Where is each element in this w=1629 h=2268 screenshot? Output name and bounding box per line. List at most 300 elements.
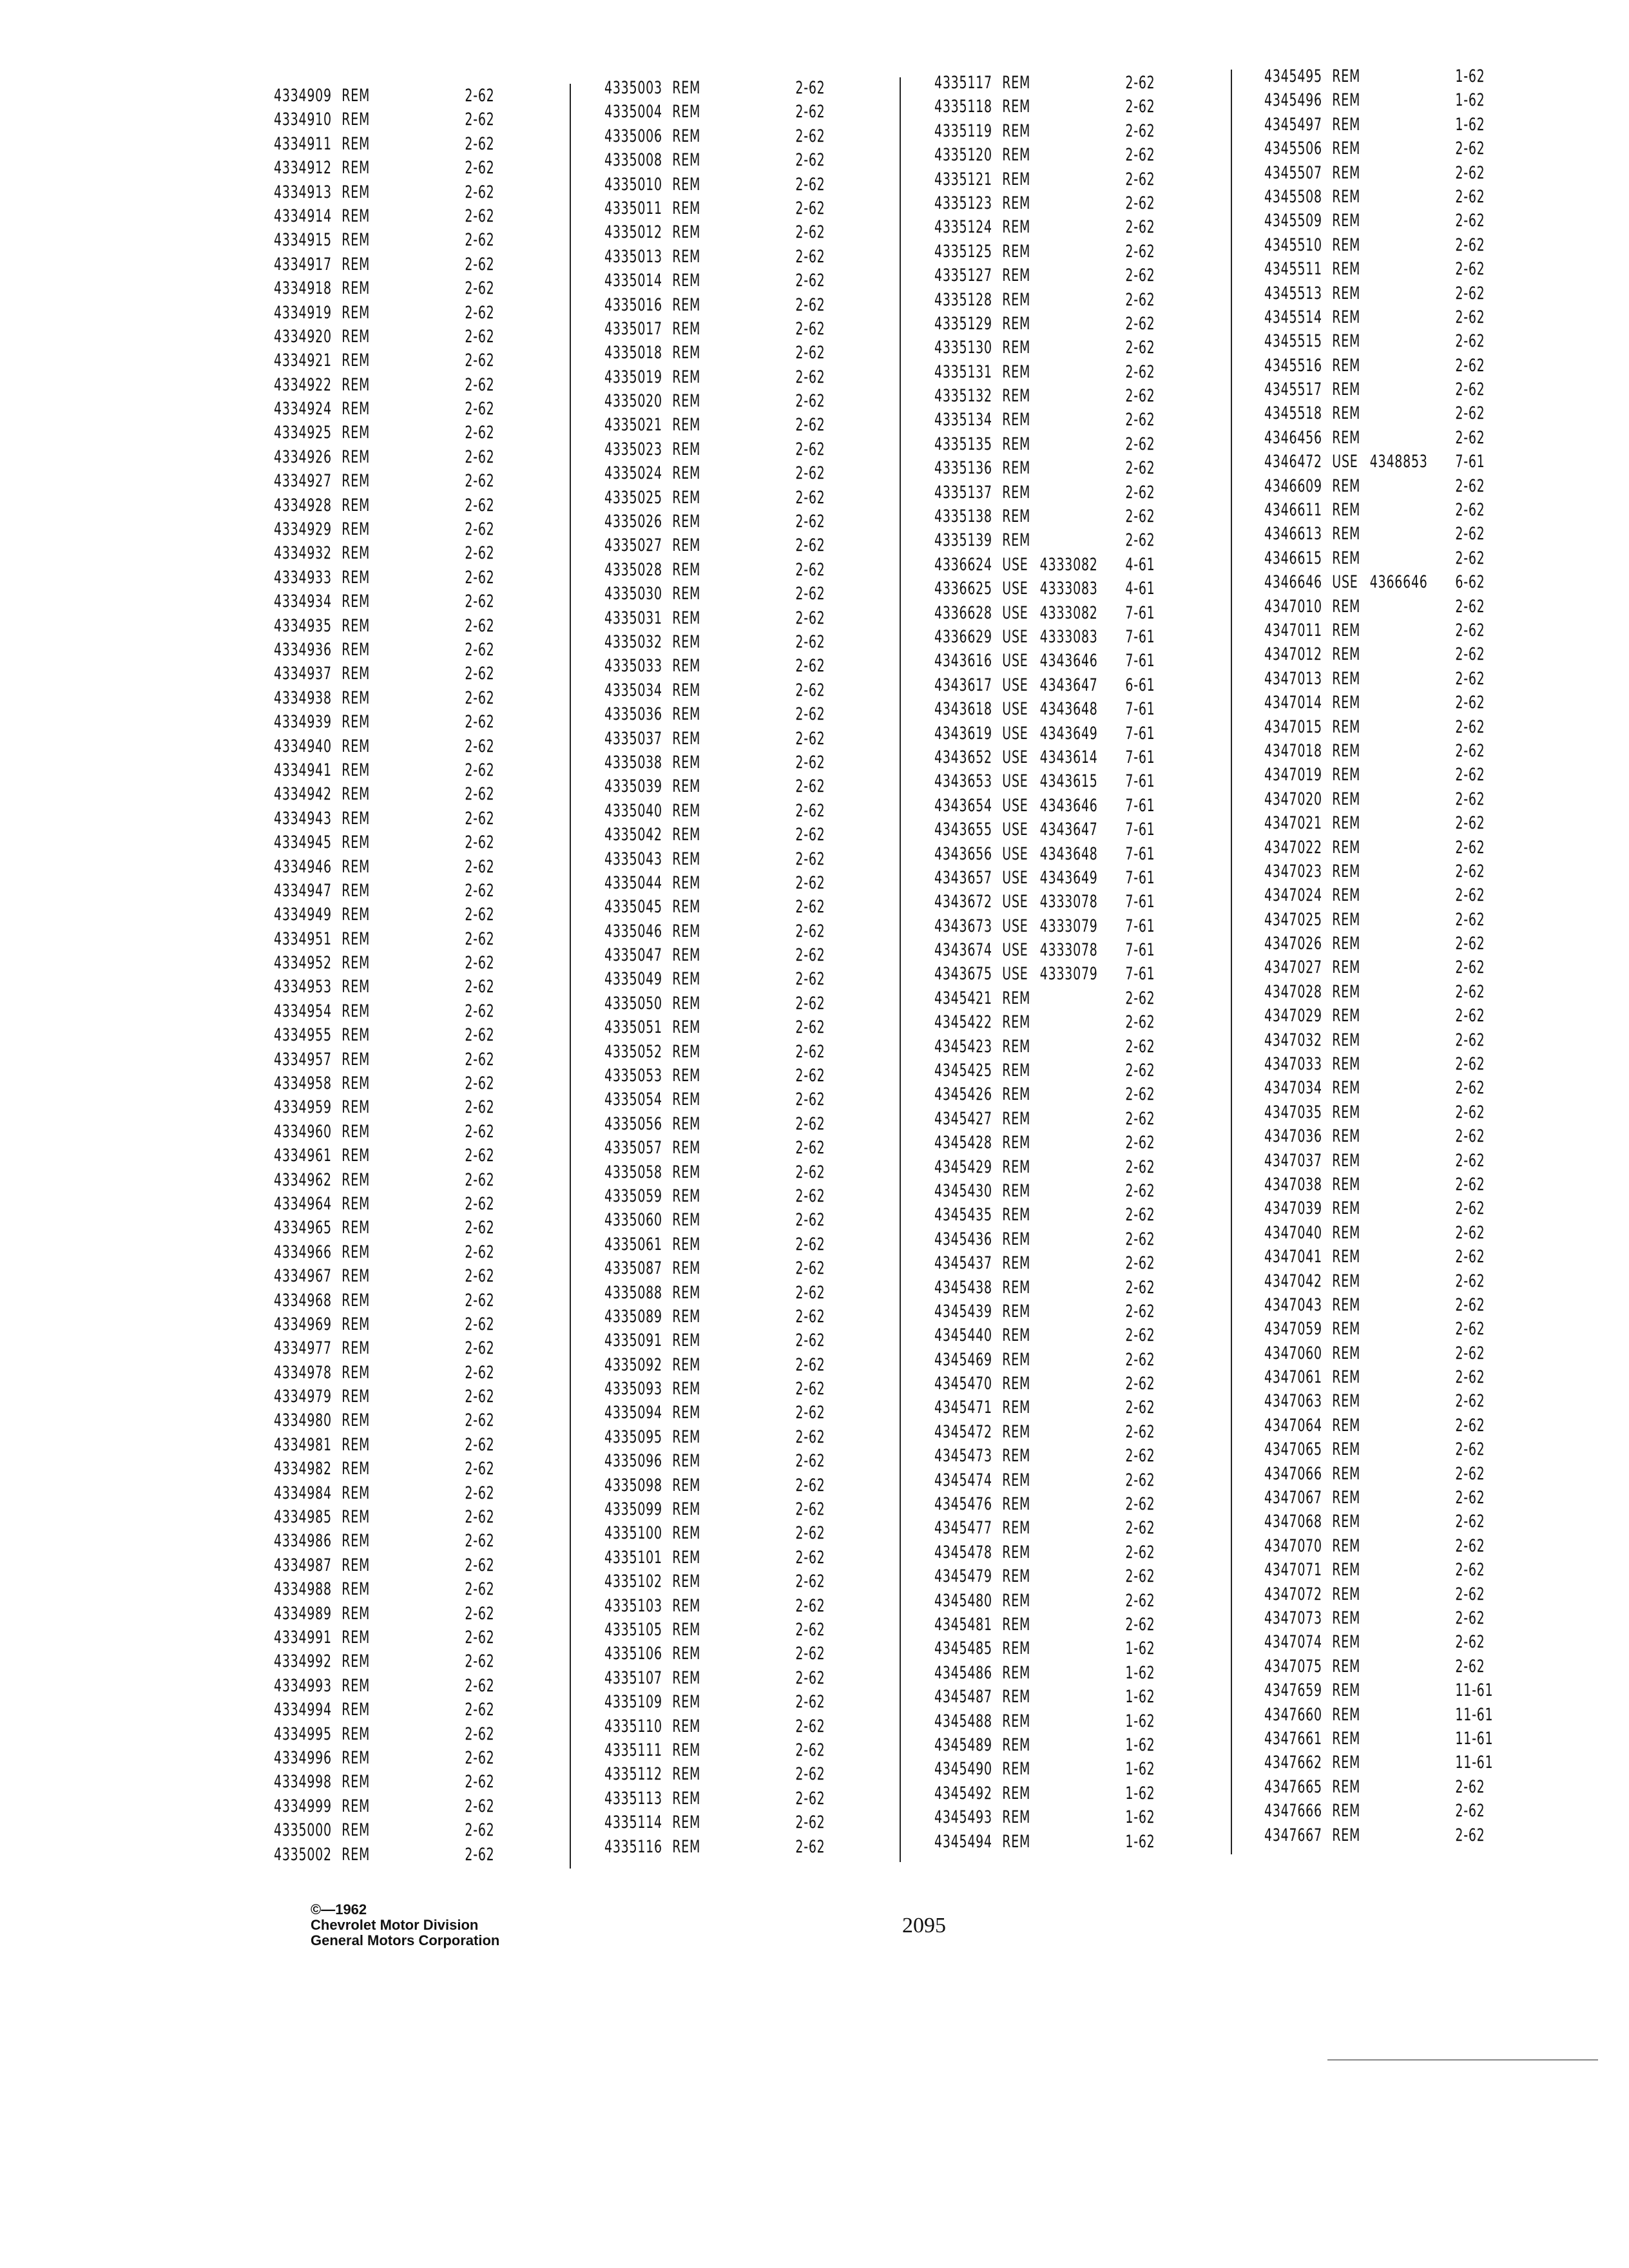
part-entry-row — [274, 1602, 510, 1626]
part-entry-row — [934, 673, 1171, 697]
part-number: 4335091 — [604, 1331, 662, 1351]
effective-date: 2-62 — [1125, 1518, 1155, 1539]
part-number: 4334942 — [274, 784, 332, 805]
part-number: 4347026 — [1264, 934, 1322, 954]
effective-date: 2-62 — [1125, 1180, 1155, 1201]
effective-date: 2-62 — [1125, 145, 1155, 166]
action-code: REM — [1002, 1157, 1031, 1177]
effective-date: 2-62 — [465, 1266, 495, 1287]
action-code: REM — [672, 487, 701, 508]
effective-date: 2-62 — [795, 1113, 825, 1134]
action-code: REM — [342, 519, 371, 540]
part-number: 4345486 — [934, 1662, 992, 1683]
action-code: REM — [342, 784, 371, 805]
part-number: 4334968 — [274, 1290, 332, 1311]
part-entry-row — [1264, 667, 1501, 691]
effective-date: 1-62 — [1125, 1639, 1155, 1659]
effective-date: 2-62 — [1125, 1494, 1155, 1515]
part-number: 4334920 — [274, 326, 332, 347]
action-code: USE — [1002, 554, 1028, 575]
effective-date: 2-62 — [1125, 1084, 1155, 1105]
part-entry-row — [604, 173, 841, 197]
action-code: REM — [1002, 434, 1031, 454]
part-number: 4345438 — [934, 1277, 992, 1298]
part-number: 4347072 — [1264, 1584, 1322, 1604]
effective-date: 2-62 — [465, 1507, 495, 1528]
part-number: 4345430 — [934, 1180, 992, 1201]
effective-date: 1-62 — [1125, 1711, 1155, 1731]
effective-date: 2-62 — [465, 1844, 495, 1865]
action-code: REM — [342, 1169, 371, 1190]
part-entry-row — [604, 1233, 841, 1256]
action-code: REM — [672, 872, 701, 893]
action-code: REM — [1002, 217, 1031, 238]
part-number: 4336628 — [934, 602, 992, 623]
part-number: 4334918 — [274, 278, 332, 299]
effective-date: 2-62 — [1455, 1632, 1485, 1653]
action-code: REM — [1332, 1535, 1361, 1556]
part-number: 4345435 — [934, 1205, 992, 1225]
part-number: 4336629 — [934, 626, 992, 647]
effective-date: 2-62 — [465, 808, 495, 829]
part-entry-row — [274, 1023, 510, 1047]
part-entry-row — [604, 100, 841, 124]
part-entry-row — [604, 895, 841, 919]
action-code: USE — [1002, 964, 1028, 985]
part-number: 4335033 — [604, 656, 662, 677]
part-entry-row — [1264, 1751, 1501, 1774]
part-entry-row — [274, 903, 510, 927]
part-number: 4335032 — [604, 631, 662, 652]
effective-date: 2-62 — [795, 1571, 825, 1592]
action-code: REM — [1332, 1512, 1361, 1532]
part-number: 4335129 — [934, 313, 992, 334]
parts-column-3 — [934, 71, 1237, 1854]
part-entry-row — [604, 413, 841, 437]
copyright-year: ©—1962 — [311, 1901, 367, 1917]
part-entry-row — [274, 1312, 510, 1336]
part-entry-row — [604, 582, 841, 606]
action-code: REM — [1332, 90, 1361, 111]
action-code: REM — [672, 535, 701, 556]
action-code: REM — [1002, 1662, 1031, 1683]
part-number: 4335045 — [604, 897, 662, 918]
effective-date: 2-62 — [1455, 1102, 1485, 1122]
part-entry-row — [1264, 88, 1501, 112]
action-code: REM — [672, 294, 701, 315]
action-code: REM — [1002, 169, 1031, 189]
part-number: 4345427 — [934, 1108, 992, 1129]
action-code: REM — [672, 1017, 701, 1038]
part-entry-row — [274, 301, 510, 325]
action-code: REM — [1332, 861, 1361, 881]
part-entry-row — [934, 1348, 1171, 1372]
effective-date: 2-62 — [1455, 596, 1485, 617]
part-number: 4347027 — [1264, 957, 1322, 978]
part-entry-row — [274, 180, 510, 204]
part-entry-row — [604, 269, 841, 293]
part-number: 4335037 — [604, 728, 662, 749]
effective-date: 2-62 — [465, 206, 495, 226]
effective-date: 2-62 — [1455, 1439, 1485, 1460]
part-entry-row — [1264, 113, 1501, 137]
effective-date: 2-62 — [795, 1620, 825, 1640]
effective-date: 2-62 — [795, 849, 825, 869]
effective-date: 2-62 — [795, 1162, 825, 1182]
part-entry-row — [274, 1722, 510, 1746]
part-number: 4335139 — [934, 530, 992, 551]
effective-date: 2-62 — [465, 86, 495, 106]
effective-date: 2-62 — [795, 1812, 825, 1833]
part-number: 4334910 — [274, 110, 332, 130]
action-code: REM — [1332, 331, 1361, 352]
action-code: REM — [1002, 1398, 1031, 1418]
effective-date: 2-62 — [1455, 1825, 1485, 1845]
action-code: REM — [1002, 410, 1031, 430]
effective-date: 2-62 — [795, 704, 825, 725]
action-code: REM — [342, 880, 371, 901]
action-code: REM — [1332, 1247, 1361, 1267]
part-number: 4335019 — [604, 367, 662, 387]
effective-date: 2-62 — [795, 1041, 825, 1062]
part-number: 4334953 — [274, 977, 332, 997]
action-code: REM — [342, 254, 371, 274]
part-entry-row — [934, 722, 1171, 745]
action-code: REM — [672, 246, 701, 267]
part-entry-row — [934, 119, 1171, 143]
effective-date: 2-62 — [1455, 813, 1485, 834]
effective-date: 2-62 — [1455, 403, 1485, 424]
part-number: 4334965 — [274, 1218, 332, 1238]
action-code: REM — [672, 102, 701, 122]
part-number: 4334917 — [274, 254, 332, 274]
part-number: 4347021 — [1264, 813, 1322, 834]
action-code: REM — [672, 1764, 701, 1785]
part-number: 4335047 — [604, 945, 662, 966]
effective-date: 2-62 — [465, 1772, 495, 1792]
action-code: REM — [672, 1331, 701, 1351]
effective-date: 2-62 — [465, 905, 495, 925]
part-entry-row — [1264, 450, 1501, 474]
part-entry-row — [934, 1323, 1171, 1347]
effective-date: 7-61 — [1125, 964, 1155, 985]
part-number: 4334929 — [274, 519, 332, 540]
part-entry-row — [604, 124, 841, 148]
part-entry-row — [604, 1401, 841, 1425]
effective-date: 7-61 — [1125, 867, 1155, 888]
replacement-part-number: 4333082 — [1039, 602, 1098, 623]
part-number: 4345515 — [1264, 331, 1322, 352]
effective-date: 2-62 — [1455, 1463, 1485, 1484]
part-number: 4347071 — [1264, 1560, 1322, 1581]
effective-date: 2-62 — [465, 1483, 495, 1503]
part-entry-row — [274, 975, 510, 999]
part-number: 4345477 — [934, 1518, 992, 1539]
action-code: REM — [1332, 596, 1361, 617]
part-number: 4335000 — [274, 1820, 332, 1841]
replacement-part-number: 4343647 — [1039, 675, 1098, 695]
action-code: REM — [342, 1747, 371, 1768]
part-number: 4345488 — [934, 1711, 992, 1731]
effective-date: 2-62 — [795, 1667, 825, 1688]
part-entry-row — [1264, 1558, 1501, 1582]
action-code: REM — [672, 1403, 701, 1423]
action-code: USE — [1002, 771, 1028, 792]
effective-date: 2-62 — [1125, 1398, 1155, 1418]
effective-date: 2-62 — [1455, 837, 1485, 858]
part-number: 4334922 — [274, 374, 332, 395]
action-code: REM — [1332, 211, 1361, 231]
part-number: 4334996 — [274, 1747, 332, 1768]
part-entry-row — [274, 1505, 510, 1529]
effective-date: 2-62 — [465, 230, 495, 251]
part-entry-row — [604, 461, 841, 485]
action-code: REM — [672, 1620, 701, 1640]
part-number: 4334998 — [274, 1772, 332, 1792]
effective-date: 2-62 — [795, 921, 825, 941]
part-entry-row — [1264, 1124, 1501, 1148]
part-number: 4334945 — [274, 832, 332, 853]
action-code: REM — [1002, 1374, 1031, 1394]
part-entry-row — [1264, 498, 1501, 522]
action-code: REM — [1332, 524, 1361, 544]
part-entry-row — [604, 919, 841, 943]
action-code: REM — [1002, 1639, 1031, 1659]
effective-date: 2-62 — [465, 1169, 495, 1190]
action-code: REM — [1332, 1632, 1361, 1653]
part-entry-row — [604, 389, 841, 413]
replacement-part-number: 4343646 — [1039, 795, 1098, 816]
part-entry-row — [1264, 1221, 1501, 1245]
action-code: REM — [672, 656, 701, 677]
effective-date: 2-62 — [1125, 193, 1155, 213]
part-entry-row — [934, 625, 1171, 649]
action-code: REM — [672, 318, 701, 339]
part-number: 4347014 — [1264, 693, 1322, 713]
effective-date: 2-62 — [795, 1210, 825, 1231]
part-number: 4334949 — [274, 905, 332, 925]
action-code: REM — [1332, 1271, 1361, 1291]
part-entry-row — [1264, 980, 1501, 1004]
part-entry-row — [604, 1594, 841, 1618]
effective-date: 2-62 — [1125, 1349, 1155, 1370]
effective-date: 2-62 — [1455, 186, 1485, 207]
action-code: REM — [1332, 813, 1361, 834]
effective-date: 2-62 — [1455, 693, 1485, 713]
column-divider — [570, 84, 571, 1869]
action-code: REM — [1002, 361, 1031, 382]
part-entry-row — [604, 1377, 841, 1401]
part-number: 4335096 — [604, 1451, 662, 1472]
effective-date: 2-62 — [1455, 139, 1485, 159]
part-entry-row — [604, 1835, 841, 1859]
action-code: REM — [1332, 1439, 1361, 1460]
action-code: USE — [1002, 699, 1028, 720]
effective-date: 1-62 — [1125, 1662, 1155, 1683]
part-number: 4335026 — [604, 512, 662, 532]
effective-date: 2-62 — [465, 1193, 495, 1214]
effective-date: 2-62 — [465, 1555, 495, 1575]
part-number: 4343657 — [934, 867, 992, 888]
part-entry-row — [1264, 329, 1501, 353]
action-code: REM — [1002, 1711, 1031, 1731]
action-code: REM — [1002, 338, 1031, 358]
part-number: 4335124 — [934, 217, 992, 238]
effective-date: 2-62 — [795, 246, 825, 267]
part-number: 4335059 — [604, 1186, 662, 1206]
part-entry-row — [274, 1048, 510, 1072]
part-entry-row — [1264, 787, 1501, 811]
part-entry-row — [274, 638, 510, 662]
part-number: 4334938 — [274, 687, 332, 708]
effective-date: 2-62 — [1455, 1319, 1485, 1340]
part-number: 4335016 — [604, 294, 662, 315]
part-entry-row — [1264, 932, 1501, 956]
effective-date: 2-62 — [795, 1258, 825, 1279]
part-entry-row — [934, 71, 1171, 95]
part-entry-row — [934, 1203, 1171, 1227]
part-entry-row — [934, 601, 1171, 625]
division-name: Chevrolet Motor Division — [311, 1917, 479, 1933]
part-number: 4334914 — [274, 206, 332, 226]
action-code: REM — [1332, 1584, 1361, 1604]
effective-date: 2-62 — [795, 1547, 825, 1568]
effective-date: 2-62 — [795, 343, 825, 363]
part-entry-row — [934, 1372, 1171, 1396]
action-code: REM — [342, 1844, 371, 1865]
part-entry-row — [1264, 1028, 1501, 1052]
effective-date: 2-62 — [1455, 524, 1485, 544]
action-code: REM — [342, 1146, 371, 1166]
effective-date: 2-62 — [795, 1331, 825, 1351]
part-number: 4335127 — [934, 265, 992, 286]
action-code: REM — [1002, 1084, 1031, 1105]
effective-date: 1-62 — [1125, 1687, 1155, 1707]
part-number: 4347015 — [1264, 716, 1322, 737]
effective-date: 2-62 — [795, 198, 825, 218]
action-code: USE — [1002, 626, 1028, 647]
action-code: REM — [1332, 259, 1361, 280]
action-code: USE — [1002, 675, 1028, 695]
effective-date: 2-62 — [1125, 1205, 1155, 1225]
part-number: 4347037 — [1264, 1150, 1322, 1171]
action-code: REM — [672, 849, 701, 869]
replacement-part-number: 4333078 — [1039, 892, 1098, 912]
part-number: 4347024 — [1264, 885, 1322, 906]
effective-date: 2-62 — [795, 367, 825, 387]
part-number: 4345423 — [934, 1036, 992, 1057]
effective-date: 2-62 — [1125, 530, 1155, 551]
action-code: REM — [1332, 1150, 1361, 1171]
effective-date: 2-62 — [795, 945, 825, 966]
part-number: 4345437 — [934, 1253, 992, 1274]
action-code: REM — [1002, 1687, 1031, 1707]
action-code: REM — [342, 447, 371, 467]
effective-date: 2-62 — [465, 471, 495, 492]
action-code: REM — [1332, 1102, 1361, 1122]
part-entry-row — [934, 914, 1171, 938]
action-code: REM — [672, 1066, 701, 1086]
part-number: 4335052 — [604, 1041, 662, 1062]
part-entry-row — [274, 1770, 510, 1794]
part-number: 4347661 — [1264, 1728, 1322, 1749]
effective-date: 2-62 — [1125, 169, 1155, 189]
effective-date: 2-62 — [1455, 235, 1485, 255]
effective-date: 2-62 — [795, 1306, 825, 1327]
column-divider — [1231, 70, 1232, 1854]
part-number: 4347023 — [1264, 861, 1322, 881]
part-number: 4347025 — [1264, 909, 1322, 930]
action-code: REM — [1332, 740, 1361, 761]
action-code: REM — [672, 463, 701, 484]
part-number: 4335089 — [604, 1306, 662, 1327]
part-entry-row — [934, 1276, 1171, 1300]
part-number: 4335054 — [604, 1090, 662, 1110]
action-code: REM — [1002, 1108, 1031, 1129]
part-entry-row — [934, 1300, 1171, 1323]
part-number: 4334977 — [274, 1338, 332, 1359]
action-code: REM — [672, 78, 701, 98]
part-number: 4335023 — [604, 439, 662, 459]
part-number: 4335021 — [604, 415, 662, 436]
action-code: REM — [672, 584, 701, 604]
part-number: 4347063 — [1264, 1391, 1322, 1412]
action-code: REM — [672, 343, 701, 363]
action-code: REM — [1332, 1728, 1361, 1749]
effective-date: 2-62 — [1455, 644, 1485, 665]
part-entry-row — [1264, 1341, 1501, 1365]
part-entry-row — [1264, 1534, 1501, 1558]
action-code: REM — [1002, 1421, 1031, 1442]
action-code: REM — [342, 1410, 371, 1431]
part-entry-row — [934, 1107, 1171, 1131]
action-code: REM — [342, 1555, 371, 1575]
part-number: 4345487 — [934, 1687, 992, 1707]
part-number: 4335038 — [604, 752, 662, 773]
effective-date: 7-61 — [1125, 916, 1155, 936]
effective-date: 2-62 — [1125, 1133, 1155, 1153]
part-entry-row — [1264, 1269, 1501, 1293]
action-code: REM — [672, 1740, 701, 1760]
effective-date: 2-62 — [1455, 885, 1485, 906]
action-code: REM — [1002, 1542, 1031, 1562]
part-number: 4335128 — [934, 289, 992, 310]
part-number: 4335018 — [604, 343, 662, 363]
part-number: 4345516 — [1264, 355, 1322, 376]
effective-date: 2-62 — [1455, 1174, 1485, 1195]
part-number: 4334982 — [274, 1459, 332, 1479]
part-entry-row — [604, 654, 841, 678]
action-code: REM — [1332, 235, 1361, 255]
part-entry-row — [604, 1425, 841, 1449]
part-number: 4347659 — [1264, 1680, 1322, 1701]
part-number: 4345469 — [934, 1349, 992, 1370]
action-code: REM — [1332, 114, 1361, 135]
action-code: REM — [672, 222, 701, 243]
action-code: USE — [1002, 795, 1028, 816]
action-code: REM — [672, 752, 701, 773]
part-number: 4334952 — [274, 953, 332, 974]
action-code: REM — [1002, 530, 1031, 551]
part-entry-row — [604, 293, 841, 317]
action-code: REM — [1332, 668, 1361, 689]
effective-date: 2-62 — [1125, 988, 1155, 1008]
action-code: REM — [672, 1788, 701, 1809]
effective-date: 2-62 — [795, 1740, 825, 1760]
effective-date: 11-61 — [1455, 1680, 1494, 1701]
part-number: 4335030 — [604, 584, 662, 604]
action-code: USE — [1002, 747, 1028, 767]
